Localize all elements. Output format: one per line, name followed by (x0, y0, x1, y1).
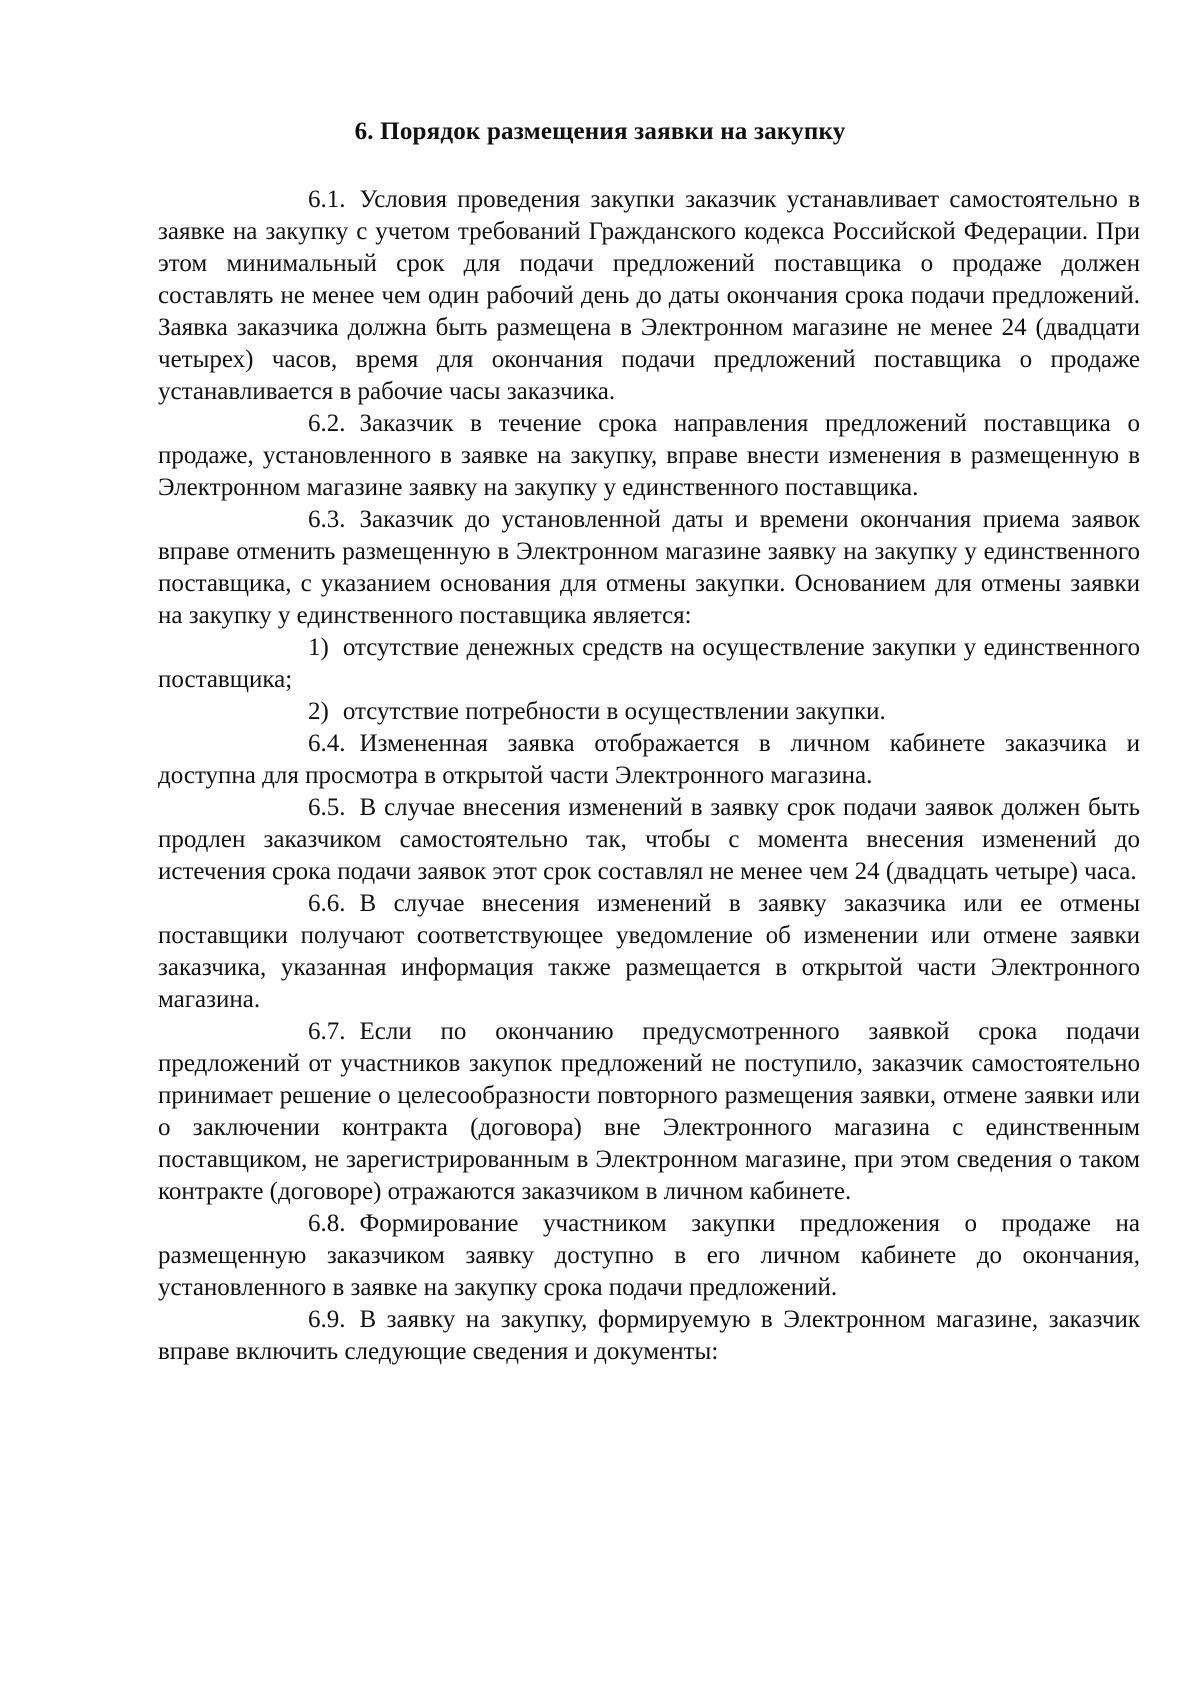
paragraph-number: 6.3. (308, 506, 346, 533)
paragraph-6-4 (158, 728, 1140, 792)
paragraph-text: Формирование участником закупки предложения о продаже на размещенную заказчиком заявку доступно в его личном кабинете до окончания, установленного в заявке на закупку срока подачи предложений. (158, 1210, 1140, 1301)
paragraph-number: 6.5. (308, 794, 346, 821)
paragraph-6-6 (158, 888, 1140, 1016)
list-item-number: 1) (308, 634, 329, 661)
paragraph-text: Заказчик до установленной даты и времени окончания приема заявок вправе отменить размещенную в Электронном магазине заявку на закупку у единственного поставщика, с указанием основания для отмены закупки. Основанием для отмены заявки на закупку у единственного поставщика является: (158, 506, 1140, 629)
paragraph-number: 6.2. (308, 410, 346, 437)
list-item-1 (158, 632, 1140, 696)
paragraph-number: 6.7. (308, 1018, 346, 1045)
paragraph-number: 6.8. (308, 1210, 346, 1237)
paragraph-6-3 (158, 504, 1140, 632)
list-item-2 (158, 696, 1140, 728)
paragraph-text: Условия проведения закупки заказчик устанавливает самостоятельно в заявке на закупку с учетом требований Гражданского кодекса Российской Федерации. При этом минимальный срок для подачи предложений поставщика о продаже должен составлять не менее чем один рабочий день до даты окончания срока подачи предложений. Заявка заказчика должна быть размещена в Электронном магазине не менее 24 (двадцати четырех) часов, время для окончания подачи предложений поставщика о продаже устанавливается в рабочие часы заказчика. (158, 186, 1140, 405)
paragraph-6-7 (158, 1016, 1140, 1208)
section-body (158, 184, 1140, 1368)
paragraph-text: В случае внесения изменений в заявку срок подачи заявок должен быть продлен заказчиком самостоятельно так, чтобы с момента внесения изменений до истечения срока подачи заявок этот срок составлял не менее чем 24 (двадцать четыре) часа. (158, 794, 1140, 885)
section-title: 6. Порядок размещения заявки на закупку (354, 118, 846, 145)
paragraph-text: Измененная заявка отображается в личном кабинете заказчика и доступна для просмотра в открытой части Электронного магазина. (158, 730, 1140, 789)
paragraph-6-2 (158, 408, 1140, 504)
paragraph-number: 6.9. (308, 1306, 346, 1333)
paragraph-number: 6.1. (308, 186, 346, 213)
paragraph-text: Заказчик в течение срока направления предложений поставщика о продаже, установленного в заявке на закупку, вправе внести изменения в размещенную в Электронном магазине заявку на закупку у единственного поставщика. (158, 410, 1140, 501)
list-item-number: 2) (308, 698, 329, 725)
paragraph-text: В случае внесения изменений в заявку заказчика или ее отмены поставщики получают соответствующее уведомление об изменении или отмене заявки заказчика, указанная информация также размещается в открытой части Электронного магазина. (158, 890, 1140, 1013)
paragraph-text: Если по окончанию предусмотренного заявкой срока подачи предложений от участников закупок предложений не поступило, заказчик самостоятельно принимает решение о целесообразности повторного размещения заявки, отмене заявки или о заключении контракта (договора) вне Электронного магазина с единственным поставщиком, не зарегистрированным в Электронном магазине, при этом сведения о таком контракте (договоре) отражаются заказчиком в личном кабинете. (158, 1018, 1140, 1205)
paragraph-6-9 (158, 1304, 1140, 1368)
list-item-text: отсутствие потребности в осуществлении закупки. (342, 698, 886, 725)
paragraph-6-5 (158, 792, 1140, 888)
paragraph-number: 6.6. (308, 890, 346, 917)
paragraph-6-8 (158, 1208, 1140, 1304)
paragraph-number: 6.4. (308, 730, 346, 757)
paragraph-6-1 (158, 184, 1140, 408)
paragraph-text: В заявку на закупку, формируемую в Электронном магазине, заказчик вправе включить следующие сведения и документы: (158, 1306, 1140, 1365)
list-item-text: отсутствие денежных средств на осуществление закупки у единственного поставщика; (158, 634, 1140, 693)
